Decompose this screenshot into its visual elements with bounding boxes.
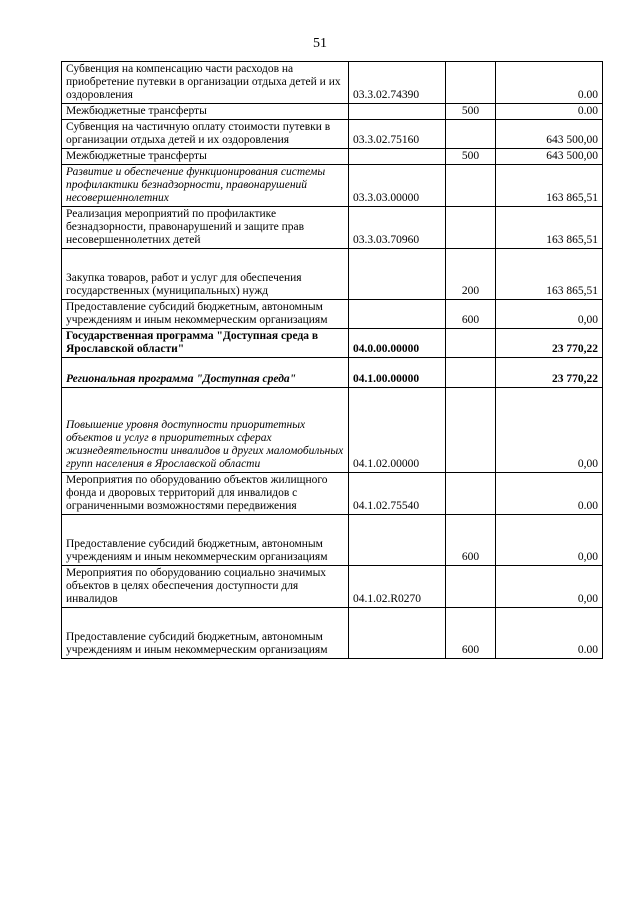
row-code-cell bbox=[349, 608, 446, 659]
table-row bbox=[62, 608, 603, 659]
row-sum-cell: 0.00 bbox=[496, 473, 603, 515]
budget-table-body bbox=[62, 62, 603, 659]
row-expense-type-cell bbox=[446, 120, 496, 149]
row-expense-type-cell: 600 bbox=[446, 608, 496, 659]
row-name-cell: Повышение уровня доступности приоритетных объектов и услуг в приоритетных сферах жизнедеятельности инвалидов и других маломобильных групп населения в Ярославской области bbox=[62, 388, 349, 473]
table-row bbox=[62, 300, 603, 329]
row-sum-cell: 0.00 bbox=[496, 104, 603, 120]
row-code-cell: 04.1.00.00000 bbox=[349, 358, 446, 388]
row-name-cell: Субвенция на частичную оплату стоимости путевки в организации отдыха детей и их оздоровления bbox=[62, 120, 349, 149]
table-row bbox=[62, 249, 603, 300]
row-code-cell: 03.3.02.74390 bbox=[349, 62, 446, 104]
row-code-cell: 03.3.03.70960 bbox=[349, 207, 446, 249]
row-name-cell: Закупка товаров, работ и услуг для обеспечения государственных (муниципальных) нужд bbox=[62, 249, 349, 300]
row-code-cell bbox=[349, 300, 446, 329]
row-sum-cell: 0,00 bbox=[496, 566, 603, 608]
row-sum-cell: 0,00 bbox=[496, 300, 603, 329]
row-name-cell: Предоставление субсидий бюджетным, автономным учреждениям и иным некоммерческим организациям bbox=[62, 515, 349, 566]
row-name-cell: Предоставление субсидий бюджетным, автономным учреждениям и иным некоммерческим организациям bbox=[62, 608, 349, 659]
row-name-cell: Межбюджетные трансферты bbox=[62, 104, 349, 120]
table-row bbox=[62, 165, 603, 207]
row-sum-cell: 0,00 bbox=[496, 515, 603, 566]
row-sum-cell: 23 770,22 bbox=[496, 358, 603, 388]
row-expense-type-cell: 500 bbox=[446, 104, 496, 120]
row-sum-cell: 163 865,51 bbox=[496, 207, 603, 249]
row-name-cell: Развитие и обеспечение функционирования системы профилактики безнадзорности, правонарушений несовершеннолетних bbox=[62, 165, 349, 207]
table-row bbox=[62, 207, 603, 249]
row-sum-cell: 163 865,51 bbox=[496, 249, 603, 300]
row-code-cell bbox=[349, 515, 446, 566]
table-row bbox=[62, 566, 603, 608]
row-expense-type-cell: 200 bbox=[446, 249, 496, 300]
row-expense-type-cell bbox=[446, 388, 496, 473]
row-sum-cell: 0.00 bbox=[496, 62, 603, 104]
row-expense-type-cell bbox=[446, 473, 496, 515]
row-sum-cell: 643 500,00 bbox=[496, 149, 603, 165]
table-row bbox=[62, 473, 603, 515]
row-expense-type-cell bbox=[446, 358, 496, 388]
row-name-cell: Реализация мероприятий по профилактике безнадзорности, правонарушений и защите прав несовершеннолетних детей bbox=[62, 207, 349, 249]
row-sum-cell: 163 865,51 bbox=[496, 165, 603, 207]
row-name-cell: Мероприятия по оборудованию социально значимых объектов в целях обеспечения доступности для инвалидов bbox=[62, 566, 349, 608]
row-sum-cell: 23 770,22 bbox=[496, 329, 603, 358]
row-expense-type-cell bbox=[446, 207, 496, 249]
row-expense-type-cell: 500 bbox=[446, 149, 496, 165]
budget-table bbox=[61, 61, 603, 659]
row-name-cell: Региональная программа "Доступная среда" bbox=[62, 358, 349, 388]
table-row bbox=[62, 149, 603, 165]
row-code-cell: 04.0.00.00000 bbox=[349, 329, 446, 358]
row-name-cell: Мероприятия по оборудованию объектов жилищного фонда и дворовых территорий для инвалидов с ограниченными возможностями передвижения bbox=[62, 473, 349, 515]
row-code-cell: 03.3.02.75160 bbox=[349, 120, 446, 149]
row-sum-cell: 0,00 bbox=[496, 388, 603, 473]
row-code-cell: 04.1.02.75540 bbox=[349, 473, 446, 515]
row-code-cell: 04.1.02.00000 bbox=[349, 388, 446, 473]
table-row bbox=[62, 62, 603, 104]
table-row bbox=[62, 388, 603, 473]
row-code-cell bbox=[349, 249, 446, 300]
table-row bbox=[62, 329, 603, 358]
row-code-cell bbox=[349, 149, 446, 165]
row-expense-type-cell bbox=[446, 165, 496, 207]
row-expense-type-cell bbox=[446, 329, 496, 358]
row-expense-type-cell bbox=[446, 62, 496, 104]
row-name-cell: Предоставление субсидий бюджетным, автономным учреждениям и иным некоммерческим организациям bbox=[62, 300, 349, 329]
row-name-cell: Межбюджетные трансферты bbox=[62, 149, 349, 165]
page-number: 51 bbox=[313, 36, 327, 51]
table-row bbox=[62, 120, 603, 149]
row-expense-type-cell bbox=[446, 566, 496, 608]
row-code-cell: 03.3.03.00000 bbox=[349, 165, 446, 207]
row-name-cell: Государственная программа "Доступная среда в Ярославской области" bbox=[62, 329, 349, 358]
row-code-cell: 04.1.02.R0270 bbox=[349, 566, 446, 608]
table-row bbox=[62, 104, 603, 120]
table-row bbox=[62, 358, 603, 388]
row-expense-type-cell: 600 bbox=[446, 300, 496, 329]
row-sum-cell: 643 500,00 bbox=[496, 120, 603, 149]
row-expense-type-cell: 600 bbox=[446, 515, 496, 566]
row-sum-cell: 0.00 bbox=[496, 608, 603, 659]
table-row bbox=[62, 515, 603, 566]
row-code-cell bbox=[349, 104, 446, 120]
row-name-cell: Субвенция на компенсацию части расходов на приобретение путевки в организации отдыха детей и их оздоровления bbox=[62, 62, 349, 104]
